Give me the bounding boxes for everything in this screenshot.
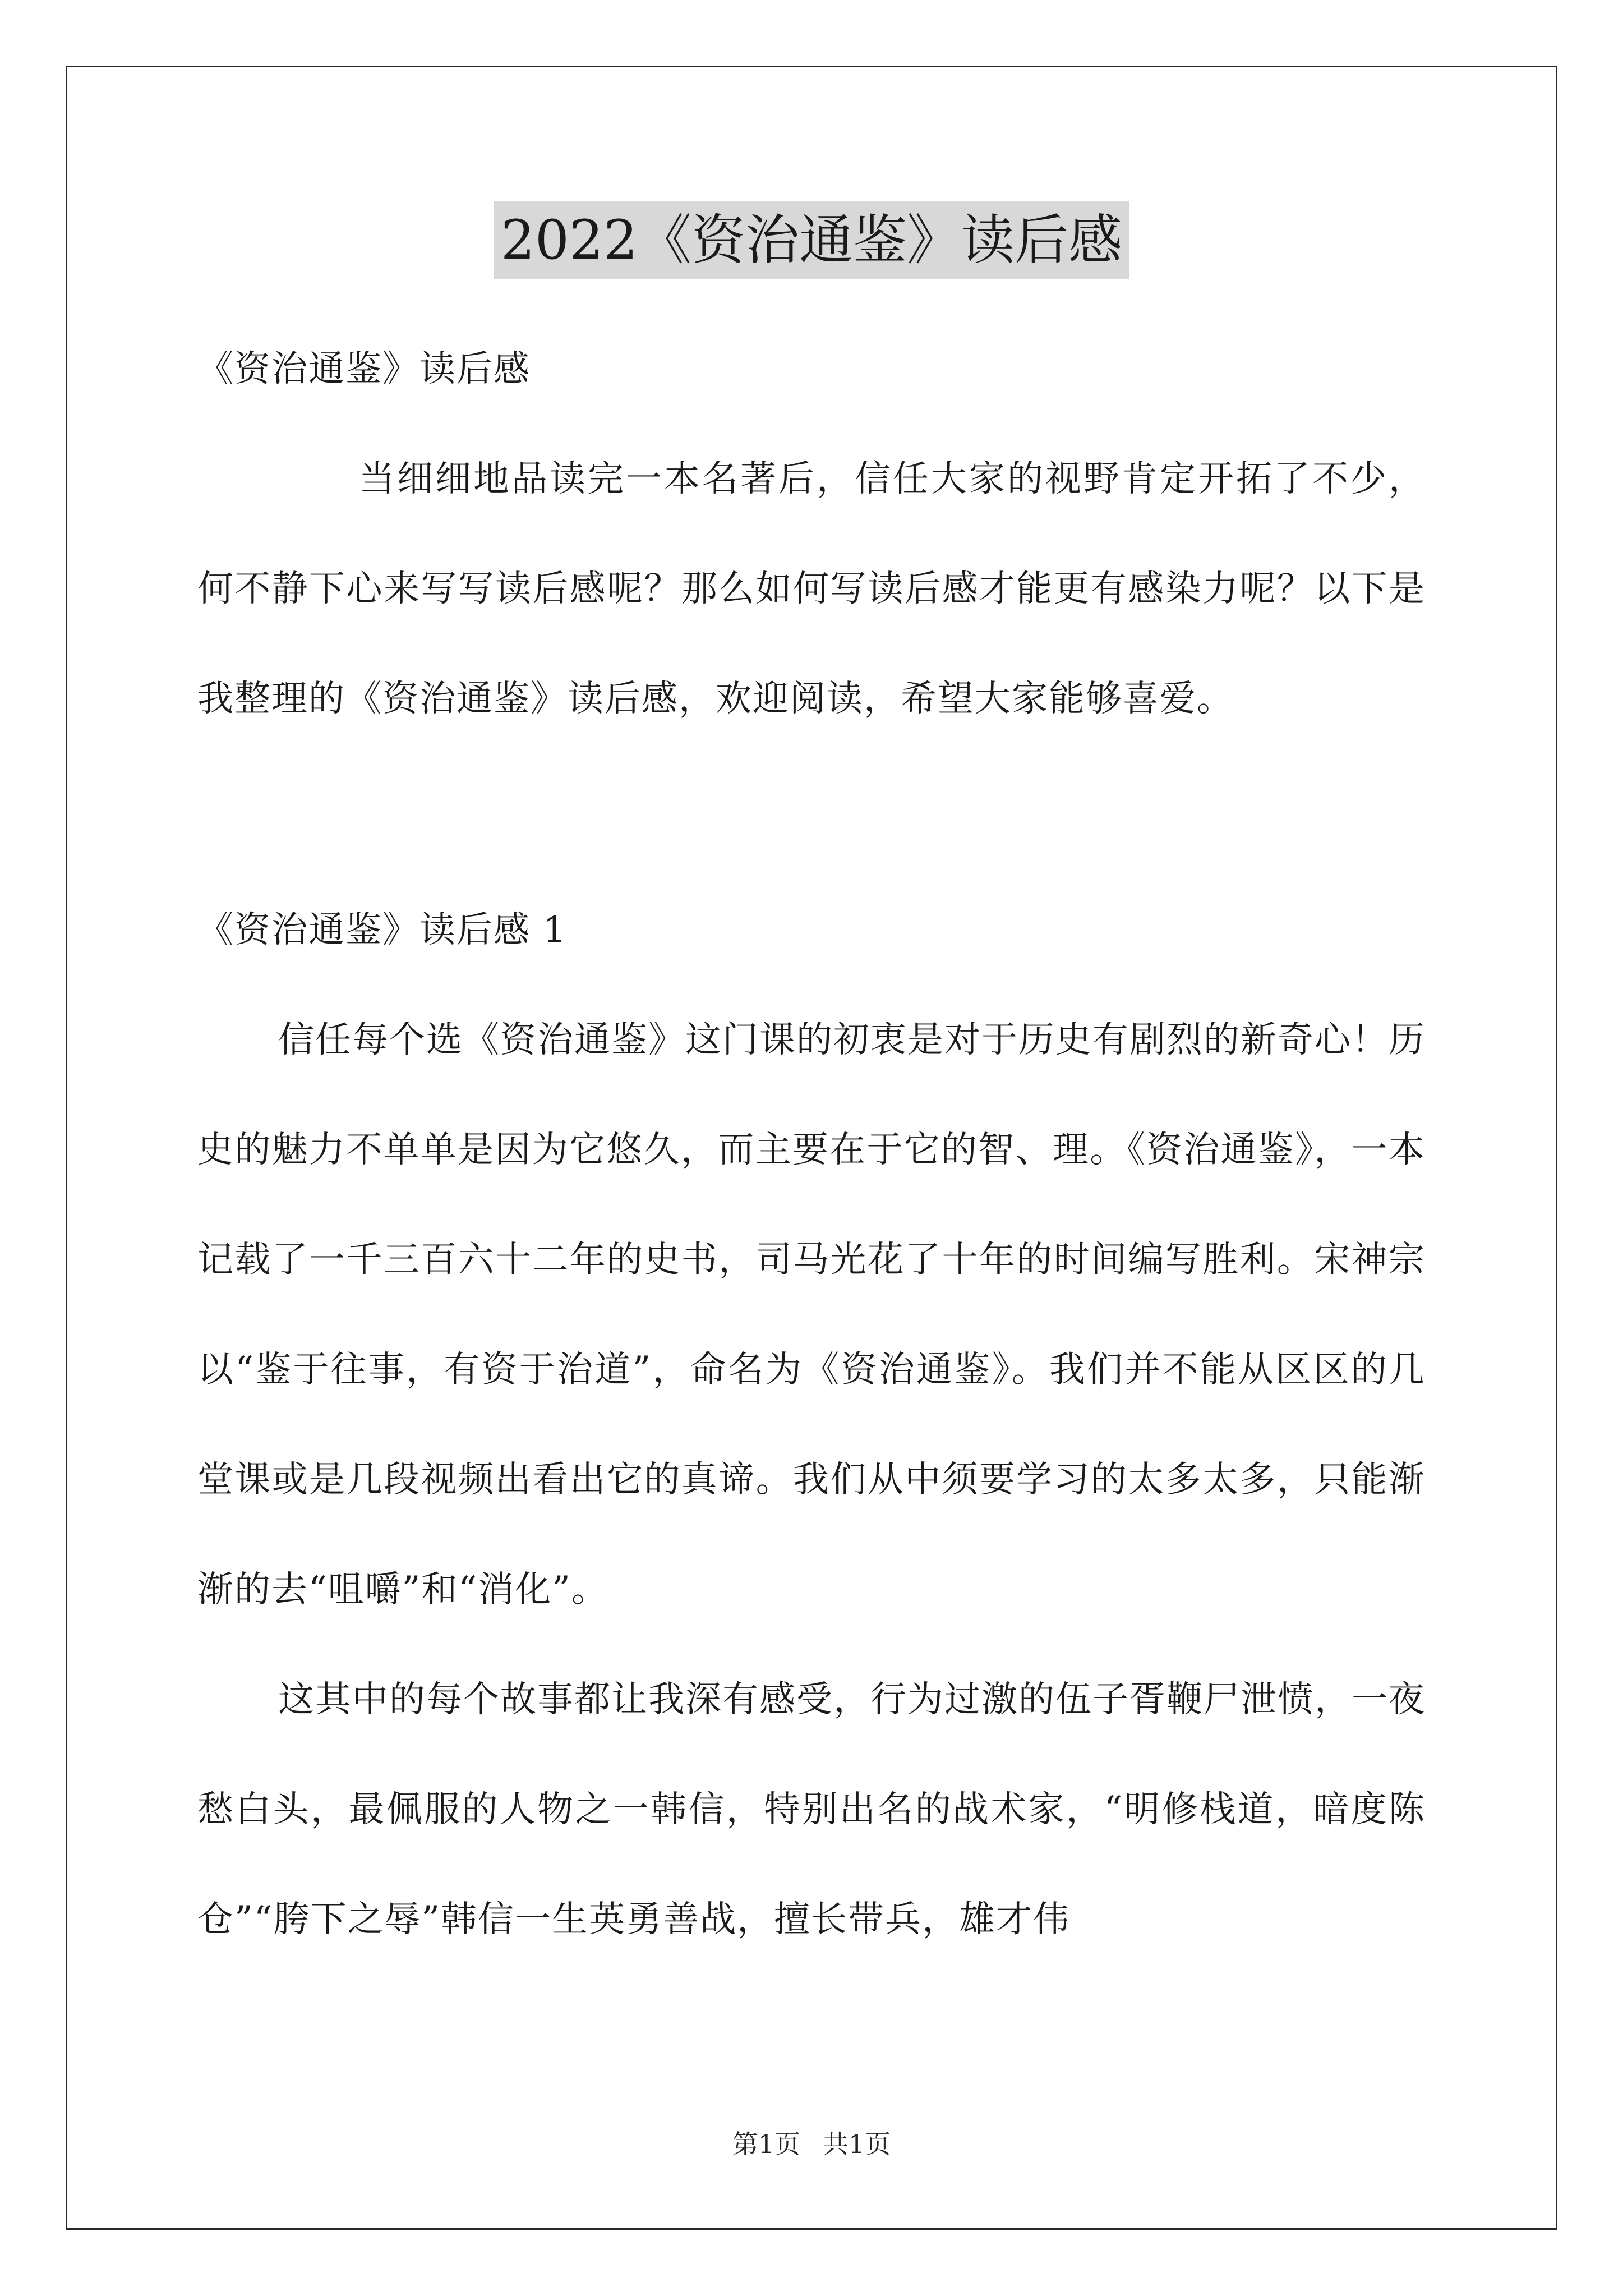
section-spacer <box>197 754 1426 875</box>
document-body <box>197 314 1426 1975</box>
page-number-total: 共1页 <box>823 2129 891 2159</box>
intro-paragraph: 当细细地品读完一本名著后，信任大家的视野肯定开拓了不少，何不静下心来写写读后感呢？那么如何写读后感才能更有感染力呢？以下是我整理的《资治通鉴》读后感，欢迎阅读，希望大家能够喜爱。 <box>197 458 1426 720</box>
section1-heading: 《资治通鉴》读后感 1 <box>197 909 568 951</box>
page-footer <box>0 2127 1623 2161</box>
document-title: 2022《资治通鉴》读后感 <box>494 201 1129 279</box>
section1-paragraph-1: 信任每个选《资治通鉴》这门课的初衷是对于历史有剧烈的新奇心！历史的魅力不单单是因为它悠久，而主要在于它的智、理。《资治通鉴》，一本记载了一千三百六十二年的史书，司马光花了十年的时间编写胜利。宋神宗以“鉴于往事，有资于治道”，命名为《资治通鉴》。我们并不能从区区的几堂课或是几段视频出看出它的真谛。我们从中须要学习的太多太多，只能渐渐的去“咀嚼”和“消化”。 <box>197 1019 1426 1611</box>
section1-paragraph-2: 这其中的每个故事都让我深有感受，行为过激的伍子胥鞭尸泄愤，一夜愁白头，最佩服的人物之一韩信，特别出名的战术家，“明修栈道，暗度陈仓”“胯下之辱”韩信一生英勇善战，擅长带兵，雄才伟 <box>197 1679 1426 1940</box>
page-number-current: 第1页 <box>732 2129 800 2159</box>
intro-heading: 《资治通鉴》读后感 <box>197 348 531 390</box>
title-container <box>0 201 1623 279</box>
